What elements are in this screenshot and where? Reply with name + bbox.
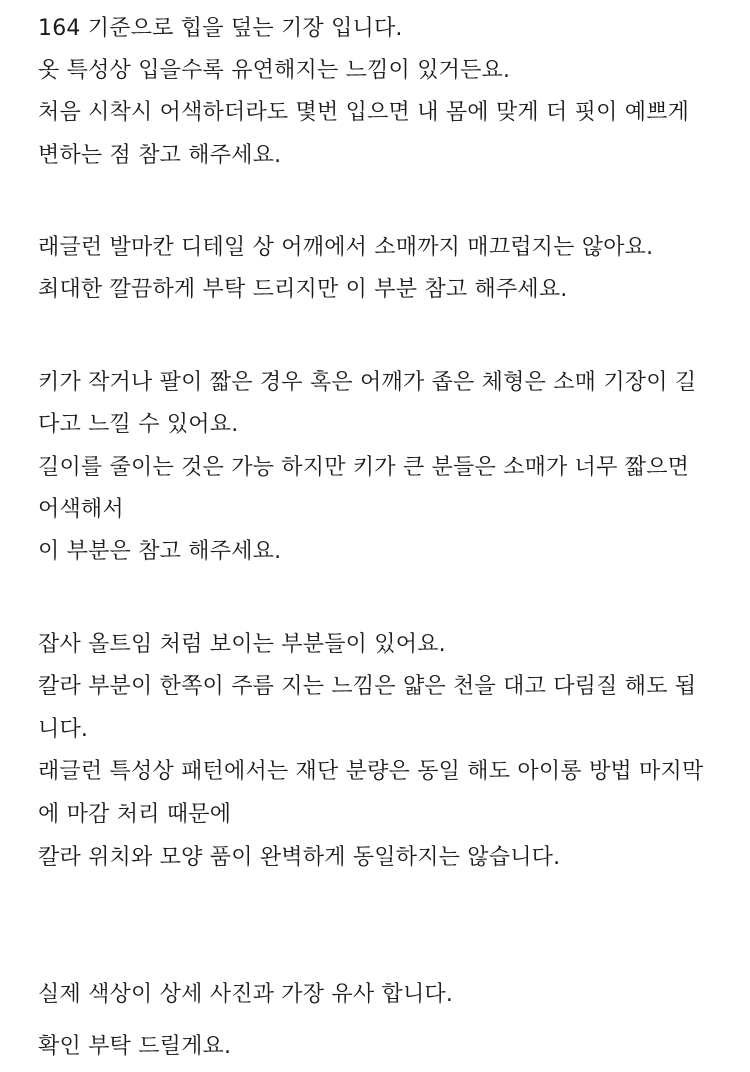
text-line: 래글런 특성상 패턴에서는 재단 분량은 동일 해도 아이롱 방법 마지막 xyxy=(38,759,704,784)
text-line: 변하는 점 참고 해주세요. xyxy=(38,143,282,168)
text-line: 실제 색상이 상세 사진과 가장 유사 합니다. xyxy=(38,982,454,1007)
text-line: 최대한 깔끔하게 부탁 드리지만 이 부분 참고 해주세요. xyxy=(38,277,568,302)
text-line: 길이를 줄이는 것은 가능 하지만 키가 큰 분들은 소매가 너무 짧으면 xyxy=(38,455,690,480)
text-line: 칼라 부분이 한쪽이 주름 지는 느낌은 얇은 천을 대고 다림질 해도 됩 xyxy=(38,674,697,699)
text-line: 처음 시착시 어색하더라도 몇번 입으면 내 몸에 맞게 더 핏이 예쁘게 xyxy=(38,100,690,125)
text-line: 어색해서 xyxy=(38,497,124,522)
text-line: 확인 부탁 드릴게요. xyxy=(38,1034,232,1059)
text-line: 잡사 올트임 처럼 보이는 부분들이 있어요. xyxy=(38,632,446,657)
text-line: 이 부분은 참고 해주세요. xyxy=(38,539,282,564)
text-line: 래글런 발마칸 디테일 상 어깨에서 소매까지 매끄럽지는 않아요. xyxy=(38,235,654,260)
text-line: 164 기준으로 힙을 덮는 기장 입니다. xyxy=(38,16,403,41)
text-line: 칼라 위치와 모양 품이 완벽하게 동일하지는 않습니다. xyxy=(38,845,561,870)
text-line: 니다. xyxy=(38,717,89,742)
text-line: 키가 작거나 팔이 짧은 경우 혹은 어깨가 좁은 체형은 소매 기장이 길 xyxy=(38,370,697,395)
text-line: 다고 느낄 수 있어요. xyxy=(38,412,239,437)
text-line: 에 마감 처리 때문에 xyxy=(38,802,232,827)
text-line: 옷 특성상 입을수록 유연해지는 느낌이 있거든요. xyxy=(38,58,511,83)
